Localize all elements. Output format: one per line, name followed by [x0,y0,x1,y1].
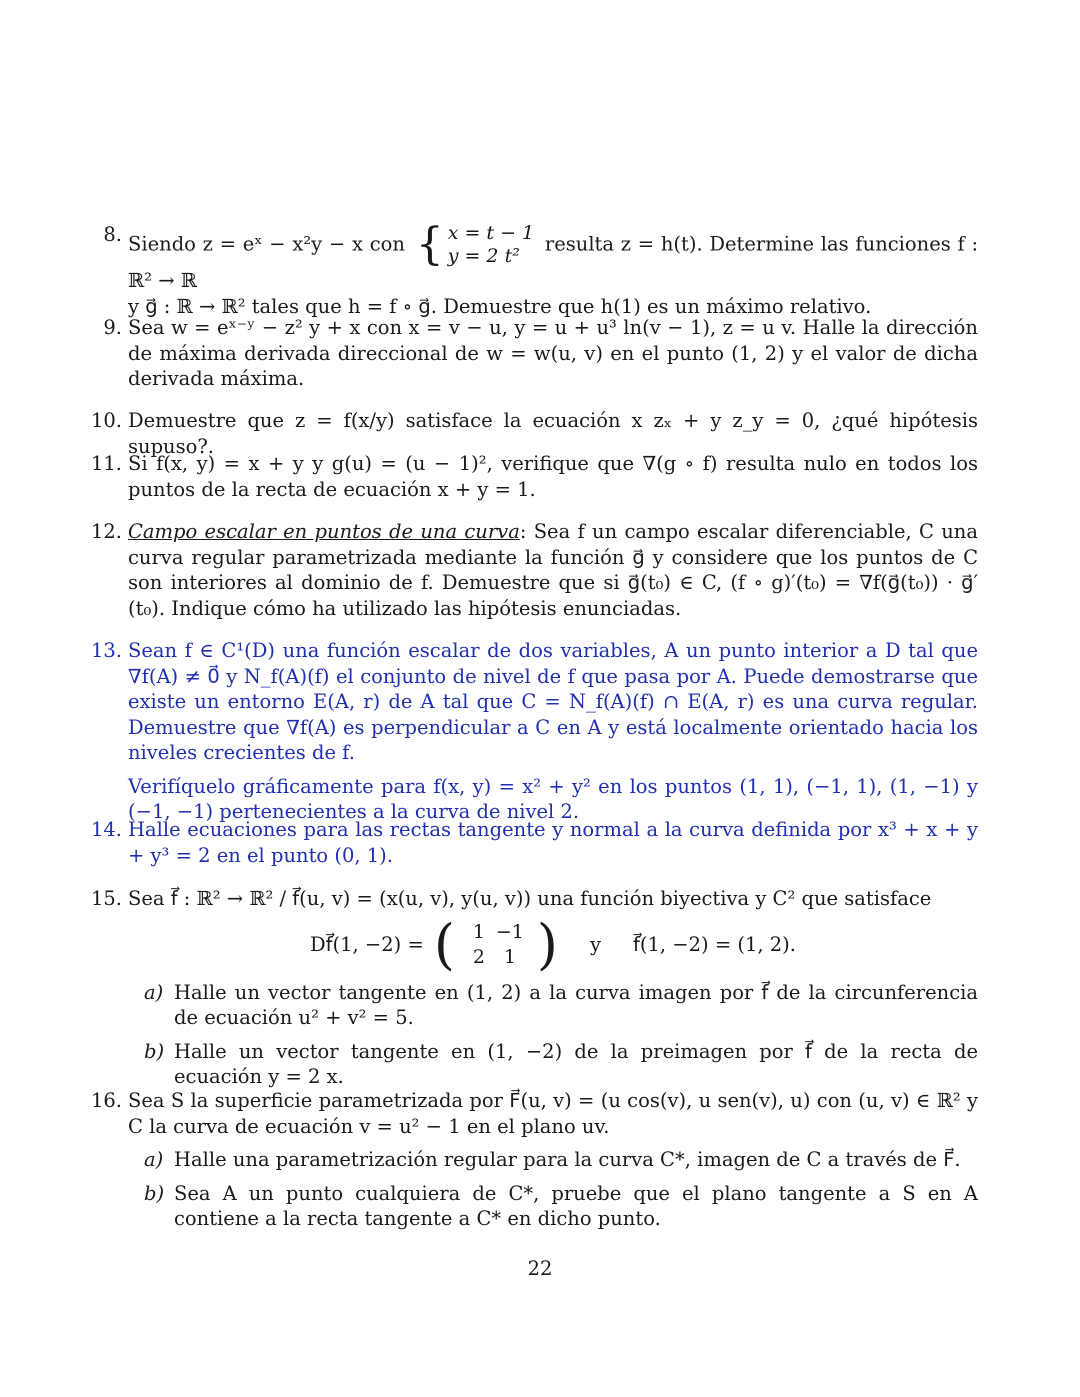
display-left: Df⃗(1, −2) = [310,932,424,956]
system-line-1: x = t − 1 [447,222,535,244]
problem-text: Halle ecuaciones para las rectas tangente y normal a la curva definida por x³ + x + y + y³ = 2 en el punto (0, 1). [128,818,978,867]
matrix-cell: −1 [495,920,524,943]
left-paren: ( [433,912,455,976]
problem-number: 12. [90,520,122,543]
sub-label: b) [144,1039,165,1063]
problem-16 [88,1088,978,1232]
problem-14 [88,817,978,868]
problem-number: 8. [103,223,122,246]
page-number: 22 [527,1257,553,1280]
right-paren: ) [536,912,558,976]
problem-8 [88,219,979,319]
sub-item-a [144,1147,978,1173]
problem-text: Si f(x, y) = x + y y g(u) = (u − 1)², verifique que ∇(g ∘ f) resulta nulo en todos los puntos de la recta de ecuación x + y = 1. [128,452,978,501]
problem-8-line2: y g⃗ : ℝ → ℝ² tales que h = f ∘ g⃗. Demuestre que h(1) es un máximo relativo. [128,294,872,318]
problem-text: Sea S la superficie parametrizada por F⃗(u, v) = (u cos(v), u sen(v), u) con (u, v) ∈ ℝ² y C la curva de ecuación v = u² − 1 en el plano uv. [128,1089,978,1138]
problem-text: Sean f ∈ C¹(D) una función escalar de dos variables, A un punto interior a D tal que ∇f(A) ≠ 0⃗ y N_f(A)(f) el conjunto de nivel de f que pasa por A. Puede demostrarse que existe un entorno E(A, r) de A tal que C = N_f(A)(f) ∩ E(A, r) es una curva regular. Demuestre que ∇f(A) es perpendicular a C en A y está localmente orientado hacia los niveles crecientes de f. [128,639,978,764]
sub-text: Sea A un punto cualquiera de C*, pruebe que el plano tangente a S en A contiene a la recta tangente a C* en dicho punto. [174,1181,978,1230]
sub-item-b [144,1039,978,1090]
sub-label: a) [144,980,164,1004]
sub-text: Halle un vector tangente en (1, 2) a la curva imagen por f⃗ de la circunferencia de ecuación u² + v² = 5. [174,980,978,1029]
matrix-cell: 1 [503,945,516,968]
problem-number: 15. [90,887,122,910]
display-right: f⃗(1, −2) = (1, 2). [633,932,796,956]
equation-system [415,219,535,270]
sub-item-a [144,980,978,1031]
problem-8-pre: Siendo z = eˣ − x²y − x con [128,232,405,256]
matrix-cell: 2 [472,945,485,968]
problem-12-title: Campo escalar en puntos de una curva [128,520,520,543]
problem-number: 16. [90,1089,122,1112]
problem-11 [88,451,978,502]
sub-text: Halle un vector tangente en (1, −2) de la preimagen por f⃗ de la recta de ecuación y = 2 x. [174,1039,978,1088]
sub-text: Halle una parametrización regular para la curva C*, imagen de C a través de F⃗. [174,1148,961,1171]
problem-12 [88,519,978,621]
system-line-2: y = 2 t² [447,245,520,267]
display-equation [128,912,978,976]
matrix-cell: 1 [472,920,485,943]
problem-9 [88,315,978,392]
problem-15 [88,886,978,1090]
problem-text: Sea w = eˣ⁻ʸ − z² y + x con x = v − u, y = u + u³ ln(v − 1), z = u v. Halle la dirección de máxima derivada direccional de w = w(u, v) en el punto (1, 2) y el valor de dicha derivada máxima. [128,316,978,390]
problem-number: 10. [90,409,122,432]
problem-number: 9. [103,316,122,339]
sub-label: a) [144,1148,164,1171]
problem-text: Sea f⃗ : ℝ² → ℝ² / f⃗(u, v) = (x(u, v), y(u, v)) una función biyectiva y C² que satisface [128,887,932,910]
problem-number: 11. [90,452,122,475]
problem-text: Demuestre que z = f(x/y) satisface la ecuación x zₓ + y z_y = 0, ¿qué hipótesis supuso?. [128,409,978,458]
sub-item-b [144,1181,978,1232]
display-mid: y [589,932,601,956]
problem-8-post: resulta z = h(t). Determine las funciones f : ℝ² → ℝ [128,232,979,292]
problem-text-2: Verifíquelo gráficamente para f(x, y) = x² + y² en los puntos (1, 1), (−1, 1), (1, −1) y (−1, −1) pertenecientes a la curva de nivel 2. [128,774,978,823]
problem-number: 13. [90,639,122,662]
sub-label: b) [144,1181,165,1205]
problem-text: : Sea f un campo escalar diferenciable, C una curva regular parametrizada mediante la función g⃗ y considere que los puntos de C son interiores al dominio de f. Demuestre que si g⃗(t₀) ∈ C, (f ∘ g)′(t₀) = ∇f(g⃗(t₀)) · g⃗′(t₀). Indique cómo ha utilizado las hipótesis enunciadas. [128,520,978,620]
problem-number: 14. [90,818,122,841]
left-brace: { [415,219,444,270]
matrix [465,921,527,969]
problem-13 [88,638,978,825]
